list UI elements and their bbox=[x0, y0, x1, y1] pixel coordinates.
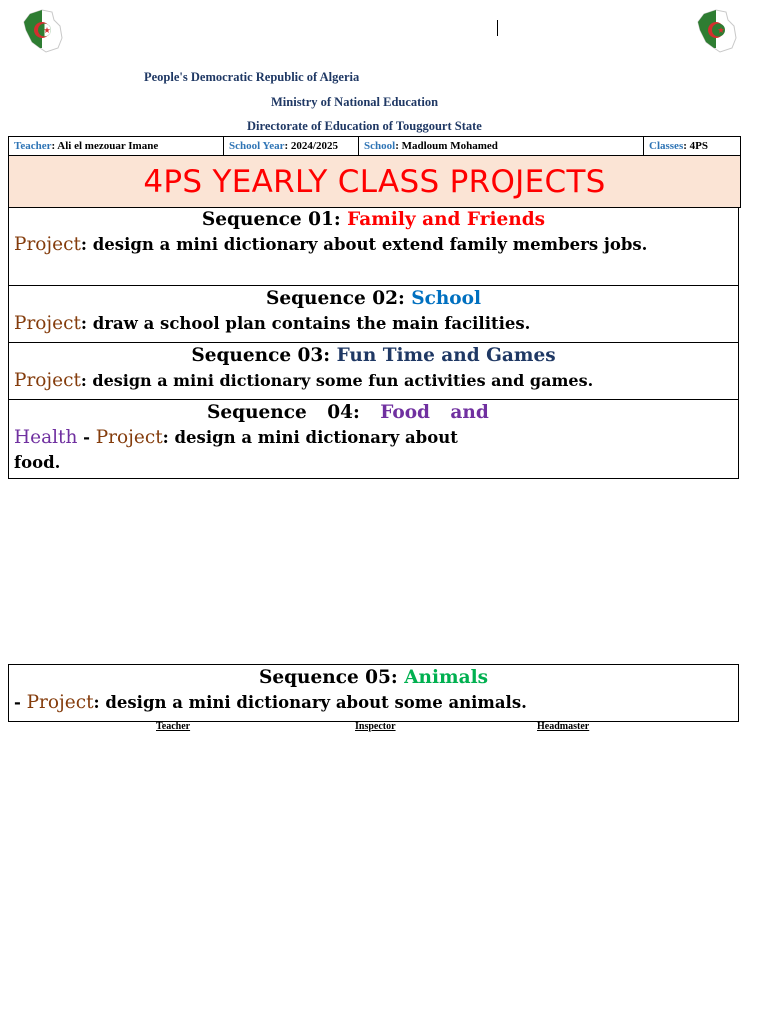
classes-value: : 4PS bbox=[683, 140, 708, 152]
project-label: Project bbox=[14, 370, 81, 391]
school-label: School bbox=[364, 140, 396, 152]
sequence-project bbox=[9, 368, 738, 393]
sequence-heading bbox=[9, 208, 738, 232]
project-text: : design a mini dictionary some fun activities and games. bbox=[80, 371, 594, 390]
school-cell bbox=[359, 137, 644, 156]
sequence-topic: Food and bbox=[380, 402, 489, 423]
sequence-03-block bbox=[8, 343, 739, 400]
sequence-project bbox=[9, 311, 738, 336]
sequence-heading bbox=[9, 287, 738, 311]
header-ministry: Ministry of National Education bbox=[271, 95, 439, 109]
info-table bbox=[8, 136, 741, 156]
algeria-flag-map-logo bbox=[20, 8, 64, 54]
sequence-label: Sequence 01: bbox=[201, 209, 348, 230]
sequence-project bbox=[9, 690, 738, 715]
sequence-topic: Fun Time and Games bbox=[336, 345, 556, 366]
sequence-heading bbox=[9, 344, 738, 368]
dash: - bbox=[14, 693, 27, 712]
classes-cell bbox=[644, 137, 741, 156]
header-directorate: Directorate of Education of Touggourt State bbox=[247, 119, 482, 133]
school-year-value: : 2024/2025 bbox=[284, 140, 338, 152]
sequence-label: Sequence 03: bbox=[191, 345, 337, 366]
project-text: : draw a school plan contains the main facilities. bbox=[80, 314, 531, 333]
classes-label: Classes bbox=[649, 140, 684, 152]
sequence-heading bbox=[9, 666, 738, 690]
sequence-05-block bbox=[8, 664, 739, 722]
school-value: : Madloum Mohamed bbox=[395, 140, 498, 152]
sequence-topic: School bbox=[411, 288, 482, 309]
school-year-cell bbox=[224, 137, 359, 156]
project-label: Project bbox=[95, 427, 163, 448]
sequence-02-block bbox=[8, 286, 739, 343]
sequence-heading bbox=[9, 401, 738, 425]
algeria-flag-map-logo bbox=[694, 8, 738, 54]
page-title-box bbox=[8, 155, 741, 208]
page-title: 4PS YEARLY CLASS PROJECTS bbox=[143, 163, 606, 200]
sequence-project bbox=[9, 425, 738, 475]
sequence-label: Sequence 02: bbox=[265, 288, 412, 309]
sequence-01-block bbox=[8, 207, 739, 286]
dash: - bbox=[77, 428, 96, 447]
sequence-04-block bbox=[8, 400, 739, 479]
header-country: People's Democratic Republic of Algeria bbox=[144, 70, 360, 84]
sequence-project bbox=[9, 232, 738, 257]
teacher-value: : Ali el mezouar Imane bbox=[51, 140, 159, 152]
school-year-label: School Year bbox=[229, 140, 285, 152]
signature-headmaster: Headmaster bbox=[537, 721, 590, 732]
project-label: Project bbox=[26, 692, 94, 713]
project-label: Project bbox=[14, 313, 81, 334]
signature-inspector: Inspector bbox=[355, 721, 396, 732]
project-label: Project bbox=[14, 234, 81, 255]
text-cursor bbox=[497, 20, 498, 36]
sequence-topic-continued: Health bbox=[14, 427, 78, 448]
sequence-label: Sequence 04: bbox=[207, 402, 381, 423]
sequence-label: Sequence 05: bbox=[258, 667, 405, 688]
project-text: : design a mini dictionary about bbox=[162, 428, 458, 447]
signature-teacher: Teacher bbox=[156, 721, 191, 732]
teacher-cell bbox=[9, 137, 224, 156]
sequence-topic: Family and Friends bbox=[347, 209, 546, 230]
project-text: : design a mini dictionary about extend family members jobs. bbox=[80, 235, 648, 254]
sequence-topic: Animals bbox=[404, 667, 489, 688]
project-text-continued: food. bbox=[14, 453, 61, 472]
teacher-label: Teacher bbox=[14, 140, 52, 152]
project-text: : design a mini dictionary about some animals. bbox=[93, 693, 527, 712]
